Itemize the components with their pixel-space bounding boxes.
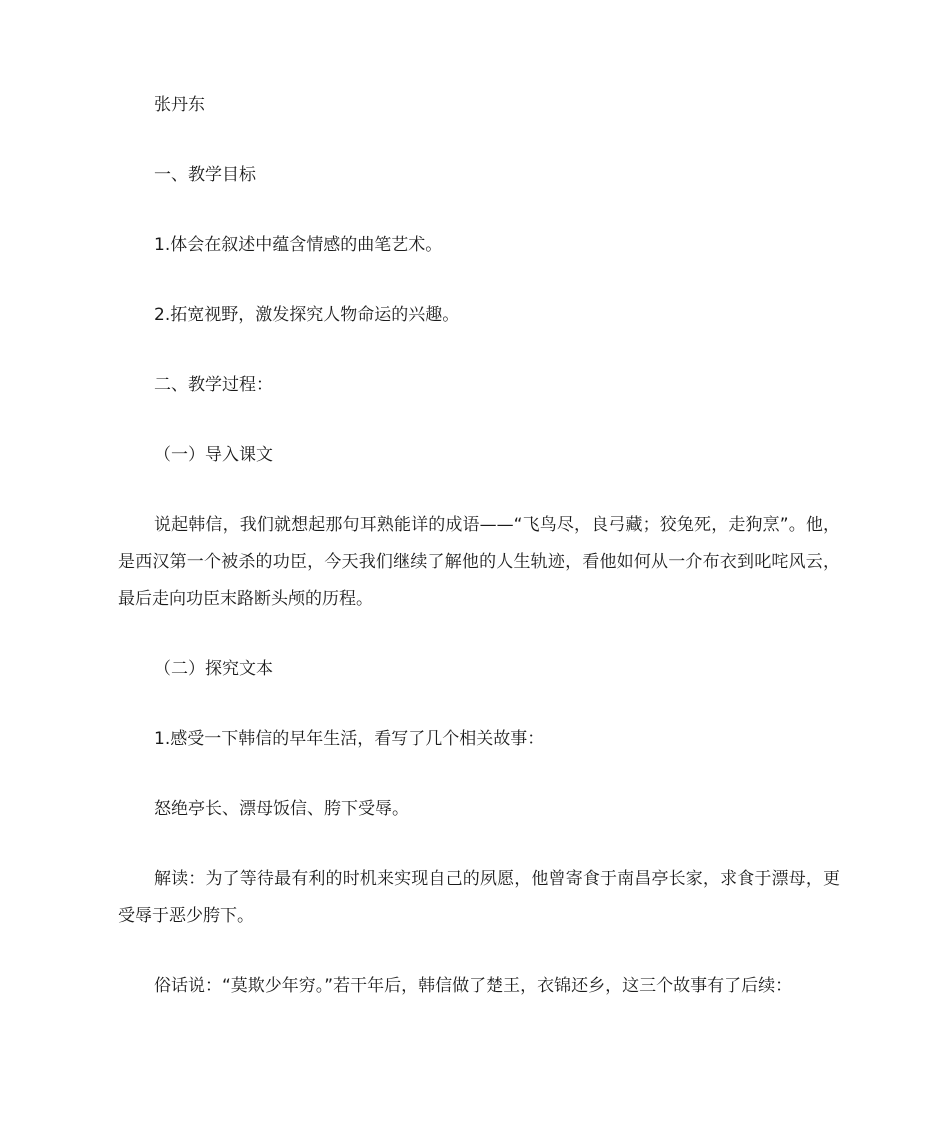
goal-item-2: 2.拓宽视野，激发探究人物命运的兴趣。 — [154, 305, 460, 325]
heading-teaching-process: 二、教学过程： — [154, 375, 273, 395]
task-1: 1.感受一下韩信的早年生活，看写了几个相关故事： — [154, 729, 545, 749]
author-name: 张丹东 — [154, 95, 205, 115]
section-2-title: （二）探究文本 — [154, 659, 273, 679]
heading-teaching-goals: 一、教学目标 — [154, 165, 256, 185]
interpretation-paragraph: 解读：为了等待最有利的时机来实现自己的夙愿，他曾寄食于南昌亭长家，求食于漂母，更受辱于恶少胯下。 — [118, 869, 840, 926]
goal-item-1: 1.体会在叙述中蕴含情感的曲笔艺术。 — [154, 235, 443, 255]
saying-paragraph: 俗话说：“莫欺少年穷。”若干年后，韩信做了楚王，衣锦还乡，这三个故事有了后续： — [154, 976, 793, 996]
intro-paragraph: 说起韩信，我们就想起那句耳熟能详的成语——“飞鸟尽，良弓藏；狡兔死，走狗烹”。他，是西汉第一个被杀的功臣，今天我们继续了解他的人生轨迹，看他如何从一介布衣到叱咤风云，最后走向功臣末路断头颅的历程。 — [118, 515, 840, 609]
stories-list: 怒绝亭长、漂母饭信、胯下受辱。 — [154, 799, 409, 819]
document-page — [118, 0, 840, 1005]
section-1-title: （一）导入课文 — [154, 445, 273, 465]
